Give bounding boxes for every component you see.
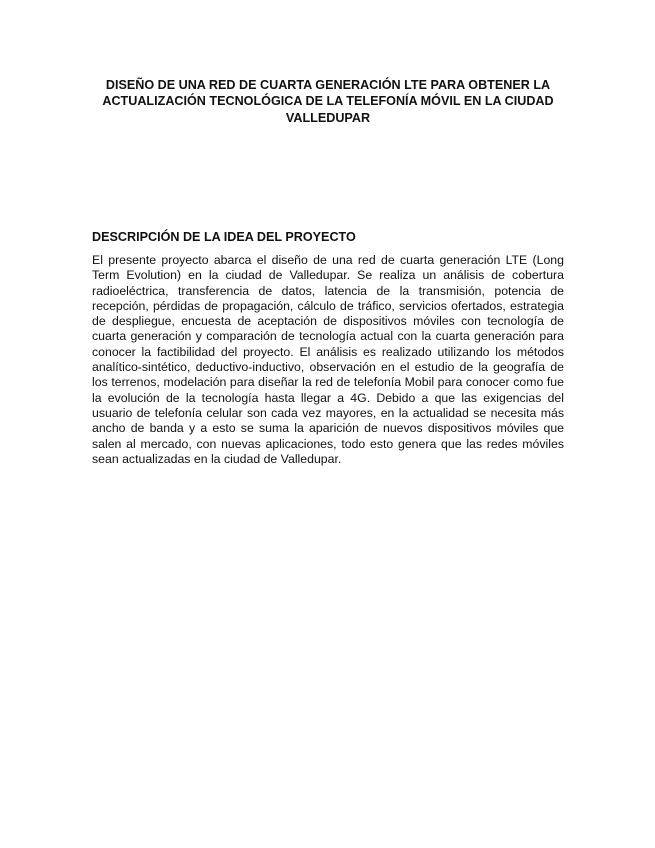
section-body-paragraph: El presente proyecto abarca el diseño de una red de cuarta generación LTE (Long Term Evolution) en la ciudad de Valledupar. Se realiza un análisis de cobertura radioeléctrica, transferencia de datos, latencia de la transmisión, potencia de recepción, pérdidas de propagación, cálculo de tráfico, servicios ofertados, estrategia de despliegue, encuesta de aceptación de dispositivos móviles con tecnología de cuarta generación y comparación de tecnología actual con la cuarta generación para conocer la factibilidad del proyecto. El análisis es realizado utilizando los métodos analítico-sintético, deductivo-inductivo, observación en el estudio de la geografía de los terrenos, modelación para diseñar la red de telefonía Mobil para conocer como fue la evolución de la tecnología hasta llegar a 4G. Debido a que las exigencias del usuario de telefonía celular son cada vez mayores, en la actualidad se necesita más ancho de banda y a esto se suma la aparición de nuevos dispositivos móviles que salen al mercado, con nuevas aplicaciones, todo esto genera que las redes móviles sean actualizadas en la ciudad de Valledupar.: [92, 253, 564, 466]
section-heading: DESCRIPCIÓN DE LA IDEA DEL PROYECTO: [92, 230, 356, 244]
document-title: DISEÑO DE UNA RED DE CUARTA GENERACIÓN LTE PARA OBTENER LA ACTUALIZACIÓN TECNOLÓGICA DE LA TELEFONÍA MÓVIL EN LA CIUDAD VALLEDUPAR: [102, 78, 554, 125]
